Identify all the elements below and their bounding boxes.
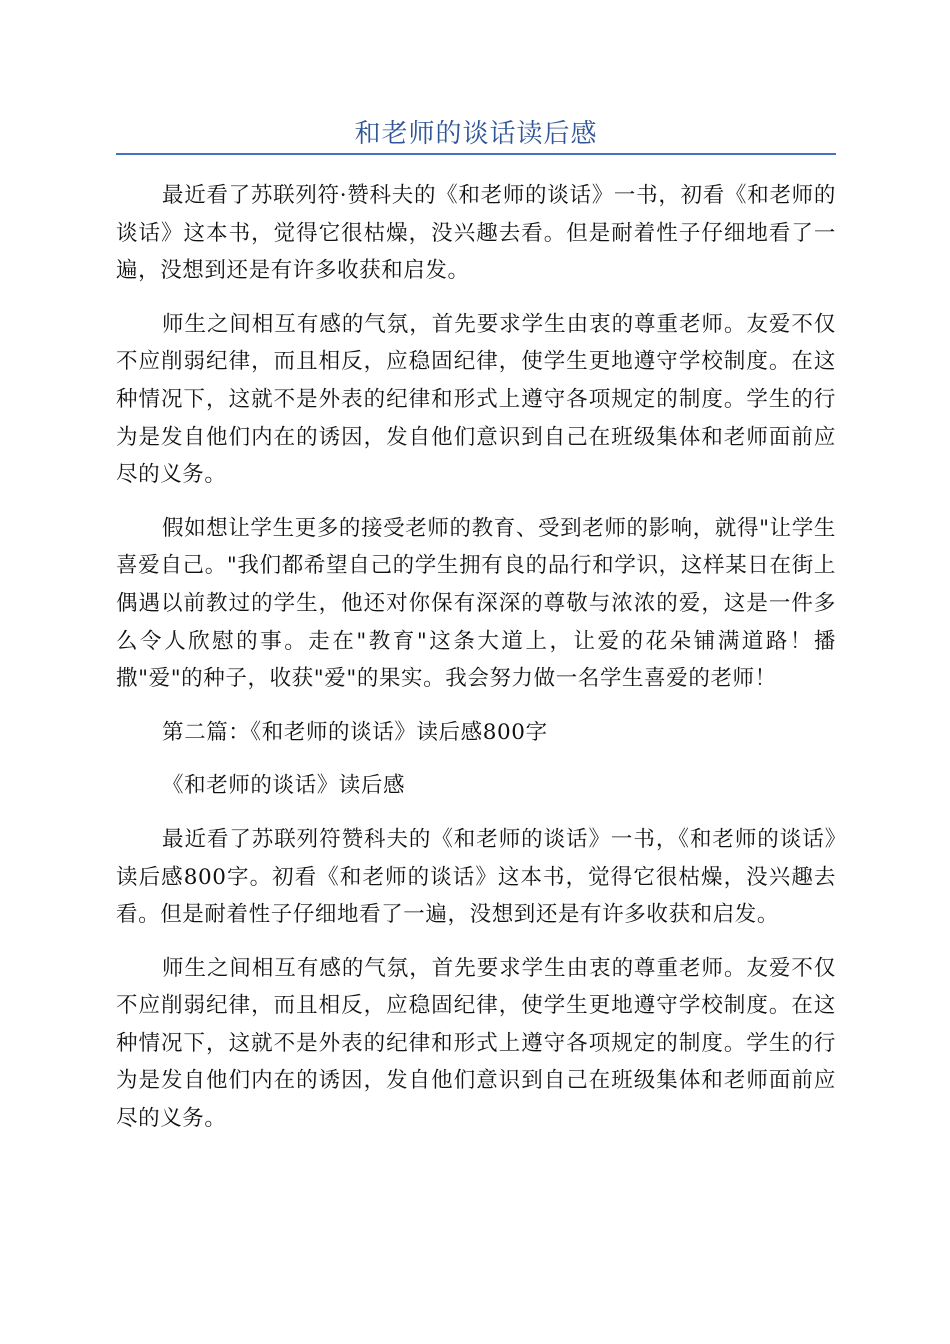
title-underline — [116, 153, 836, 155]
paragraph-3: 假如想让学生更多的接受老师的教育、受到老师的影响，就得"让学生喜爱自己。"我们都希望自己的学生拥有良的品行和学识，这样某日在街上偶遇以前教过的学生，他还对你保有深深的尊敬与浓浓的爱，这是一件多么令人欣慰的事。走在"教育"这条大道上，让爱的花朵铺满道路！播撒"爱"的种子，收获"爱"的果实。我会努力做一名学生喜爱的老师！ — [116, 515, 836, 692]
paragraph-5: 师生之间相互有感的气氛，首先要求学生由衷的尊重老师。友爱不仅不应削弱纪律，而且相反，应稳固纪律，使学生更地遵守学校制度。在这种情况下，这就不是外表的纪律和形式上遵守各项规定的制度。学生的行为是发自他们内在的诱因，发自他们意识到自己在班级集体和老师面前应尽的义务。 — [116, 955, 836, 1132]
section-heading-second-article: 第二篇：《和老师的谈话》读后感800字 — [162, 719, 548, 745]
paragraph-4: 最近看了苏联列符赞科夫的《和老师的谈话》一书，《和老师的谈话》读后感800字。初看《和老师的谈话》这本书，觉得它很枯燥，没兴趣去看。但是耐着性子仔细地看了一遍，没想到还是有许多收获和启发。 — [116, 826, 836, 928]
section-subtitle: 《和老师的谈话》读后感 — [162, 773, 406, 799]
page-title: 和老师的谈话读后感 — [354, 119, 598, 149]
paragraph-1: 最近看了苏联列符·赞科夫的《和老师的谈话》一书，初看《和老师的谈话》这本书，觉得它很枯燥，没兴趣去看。但是耐着性子仔细地看了一遍，没想到还是有许多收获和启发。 — [116, 183, 836, 284]
document-body — [116, 177, 836, 1138]
document-page — [116, 0, 836, 1344]
paragraph-2: 师生之间相互有感的气氛，首先要求学生由衷的尊重老师。友爱不仅不应削弱纪律，而且相反，应稳固纪律，使学生更地遵守学校制度。在这种情况下，这就不是外表的纪律和形式上遵守各项规定的制度。学生的行为是发自他们内在的诱因，发自他们意识到自己在班级集体和老师面前应尽的义务。 — [116, 311, 836, 488]
